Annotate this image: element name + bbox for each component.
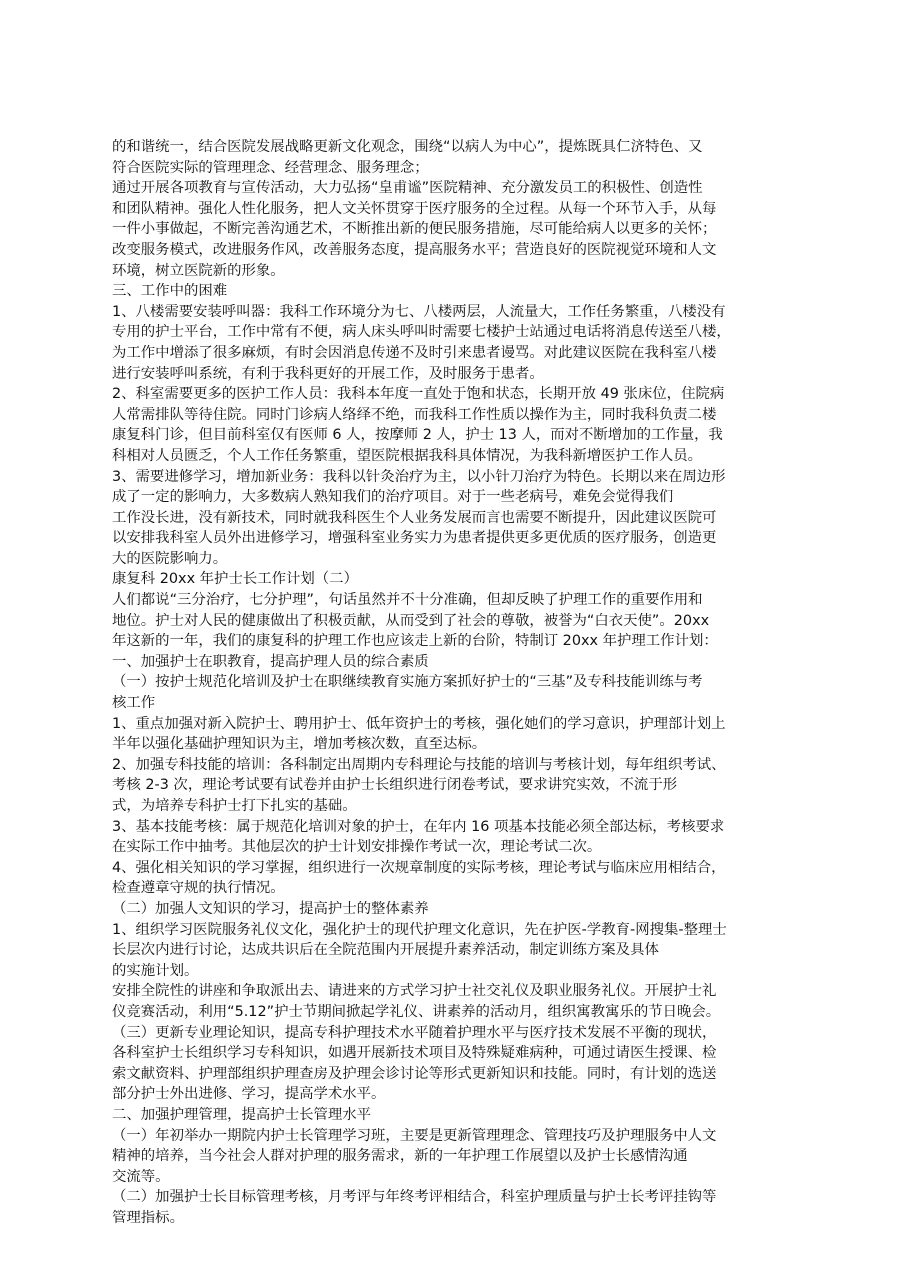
text-line: 管理指标。 [112,1209,184,1226]
text-line: 和团队精神。强化人性化服务，把人文关怀贯穿于医疗服务的全过程。从每一个环节入手，从每 [112,200,717,217]
text-line: 以安排我科室人员外出进修学习，增强科室业务实力为患者提供更多更优质的医疗服务，创造更 [112,530,717,547]
text-line: 专用的护士平台，工作中常有不便，病人床头呼叫时需要七楼护士站通过电话将消息传送至八楼， [112,324,731,341]
text-line: 为工作中增添了很多麻烦，有时会因消息传递不及时引来患者谩骂。对此建议医院在我科室八楼 [112,344,717,361]
text-line: 精神的培养，当今社会人群对护理的服务需求，新的一年护理工作展望以及护士长感情沟通 [112,1148,688,1165]
text-line: 二、加强护理管理，提高护士长管理水平 [112,1106,372,1123]
text-line: 仪竞赛活动，利用“5.12”护士节期间掀起学礼仪、讲素养的活动月，组织寓教寓乐的节日晚会。 [112,1003,721,1020]
text-line: （二）加强人文知识的学习，提高护士的整体素养 [112,900,429,917]
text-line: 交流等。 [112,1168,170,1185]
text-line: （二）加强护士长目标管理考核，月考评与年终考评相结合，科室护理质量与护士长考评挂钩等 [112,1189,717,1206]
text-line: 大的医院影响力。 [112,550,228,567]
text-line: 半年以强化基础护理知识为主，增加考核次数，直至达标。 [112,736,487,753]
text-line: 环境，树立医院新的形象。 [112,262,285,279]
text-line: 4、强化相关知识的学习掌握，组织进行一次规章制度的实际考核，理论考试与临床应用相结合， [112,859,726,876]
text-line: 长层次内进行讨论，达成共识后在全院范围内开展提升素养活动，制定训练方案及具体 [112,942,659,959]
text-line: 检查遵章守规的执行情况。 [112,880,285,897]
text-line: 3、基本技能考核：属于规范化培训对象的护士，在年内 16 项基本技能必须全部达标，考核要求 [112,818,725,835]
text-line: 地位。护士对人民的健康做出了积极贡献，从而受到了社会的尊敬，被誉为“白衣天使”。20xx [112,612,710,629]
text-line: 索文献资料、护理部组织护理查房及护理会诊讨论等形式更新知识和技能。同时，有计划的选送 [112,1065,717,1082]
text-line: 在实际工作中抽考。其他层次的护士计划安排操作考试一次，理论考试二次。 [112,839,602,856]
text-line: 改变服务模式，改进服务作风，改善服务态度，提高服务水平；营造良好的医院视觉环境和人文 [112,241,717,258]
text-line: 通过开展各项教育与宣传活动，大力弘扬“皇甫谧”医院精神、充分激发员工的积极性、创造性 [112,180,703,197]
text-line: 工作没长进，没有新技术，同时就我科医生个人业务发展而言也需要不断提升，因此建议医院可 [112,509,717,526]
text-line: 3、需要进修学习，增加新业务：我科以针灸治疗为主，以小针刀治疗为特色。长期以来在周边形 [112,468,726,485]
text-line: 进行安装呼叫系统，有利于我科更好的开展工作，及时服务于患者。 [112,365,544,382]
text-line: 三、工作中的困难 [112,283,228,300]
text-line: 核工作 [112,695,156,712]
text-line: 康复科 20xx 年护士长工作计划（二） [112,571,358,588]
text-line: 一件小事做起，不断完善沟通艺术，不断推出新的便民服务措施，尽可能给病人以更多的关怀； [112,221,717,238]
text-line: 康复科门诊，但目前科室仅有医师 6 人，按摩师 2 人，护士 13 人，而对不断增加的工作量，我 [112,427,723,444]
text-line: 各科室护士长组织学习专科知识，如遇开展新技术项目及特殊疑难病种，可通过请医生授课、检 [112,1045,717,1062]
text-line: 1、组织学习医院服务礼仪文化，强化护士的现代护理文化意识，先在护医-学教育-网搜集-整理士 [112,921,727,938]
text-line: 一、加强护士在职教育，提高护理人员的综合素质 [112,653,429,670]
text-line: 的实施计划。 [112,962,199,979]
text-line: （三）更新专业理论知识，提高专科护理技术水平随着护理水平与医疗技术发展不平衡的现状， [112,1024,717,1041]
text-line: 式，为培养专科护士打下扎实的基础。 [112,798,357,814]
text-line: 安排全院性的讲座和争取派出去、请进来的方式学习护士社交礼仪及职业服务礼仪。开展护士礼 [112,983,717,1000]
text-line: 的和谐统一，结合医院发展战略更新文化观念，围绕“以病人为中心”，提炼既具仁济特色、又 [112,139,703,155]
text-line: 人们都说“三分治疗，七分护理”，句话虽然并不十分准确，但却反映了护理工作的重要作用和 [112,592,703,609]
text-line: （一）按护士规范化培训及护士在职继续教育实施方案抓好护士的“三基”及专科技能训练与考 [112,674,703,691]
text-line: 部分护士外出进修、学习，提高学术水平。 [112,1086,386,1103]
text-line: 成了一定的影响力，大多数病人熟知我们的治疗项目。对于一些老病号，难免会觉得我们 [112,489,674,506]
text-line: 1、八楼需要安装呼叫器：我科工作环境分为七、八楼两层，人流量大，工作任务繁重，八楼没有 [112,303,726,320]
text-line: 人常需排队等待住院。同时门诊病人络绎不绝，而我科工作性质以操作为主，同时我科负责二楼 [112,406,717,423]
text-line: 1、重点加强对新入院护士、聘用护士、低年资护士的考核，强化她们的学习意识，护理部计划上 [112,715,726,732]
text-line: （一）年初举办一期院内护士长管理学习班，主要是更新管理理念、管理技巧及护理服务中人文 [112,1127,717,1144]
document-body [112,137,802,1228]
text-line: 2、科室需要更多的医护工作人员：我科本年度一直处于饱和状态，长期开放 49 张床位，住院病 [112,386,725,403]
text-line: 符合医院实际的管理理念、经营理念、服务理念； [112,159,429,176]
text-line: 科相对人员匮乏，个人工作任务繁重，望医院根据我科具体情况，为我科新增医护工作人员。 [112,447,703,464]
text-line: 考核 2-3 次，理论考试要有试卷并由护士长组织进行闭卷考试，要求讲究实效，不流于形 [112,777,678,794]
text-line: 年这新的一年，我们的康复科的护理工作也应该走上新的台阶，特制订 20xx 年护理工作计划： [112,633,718,650]
text-line: 2、加强专科技能的培训：各科制定出周期内专科理论与技能的培训与考核计划，每年组织考试、 [112,756,726,773]
